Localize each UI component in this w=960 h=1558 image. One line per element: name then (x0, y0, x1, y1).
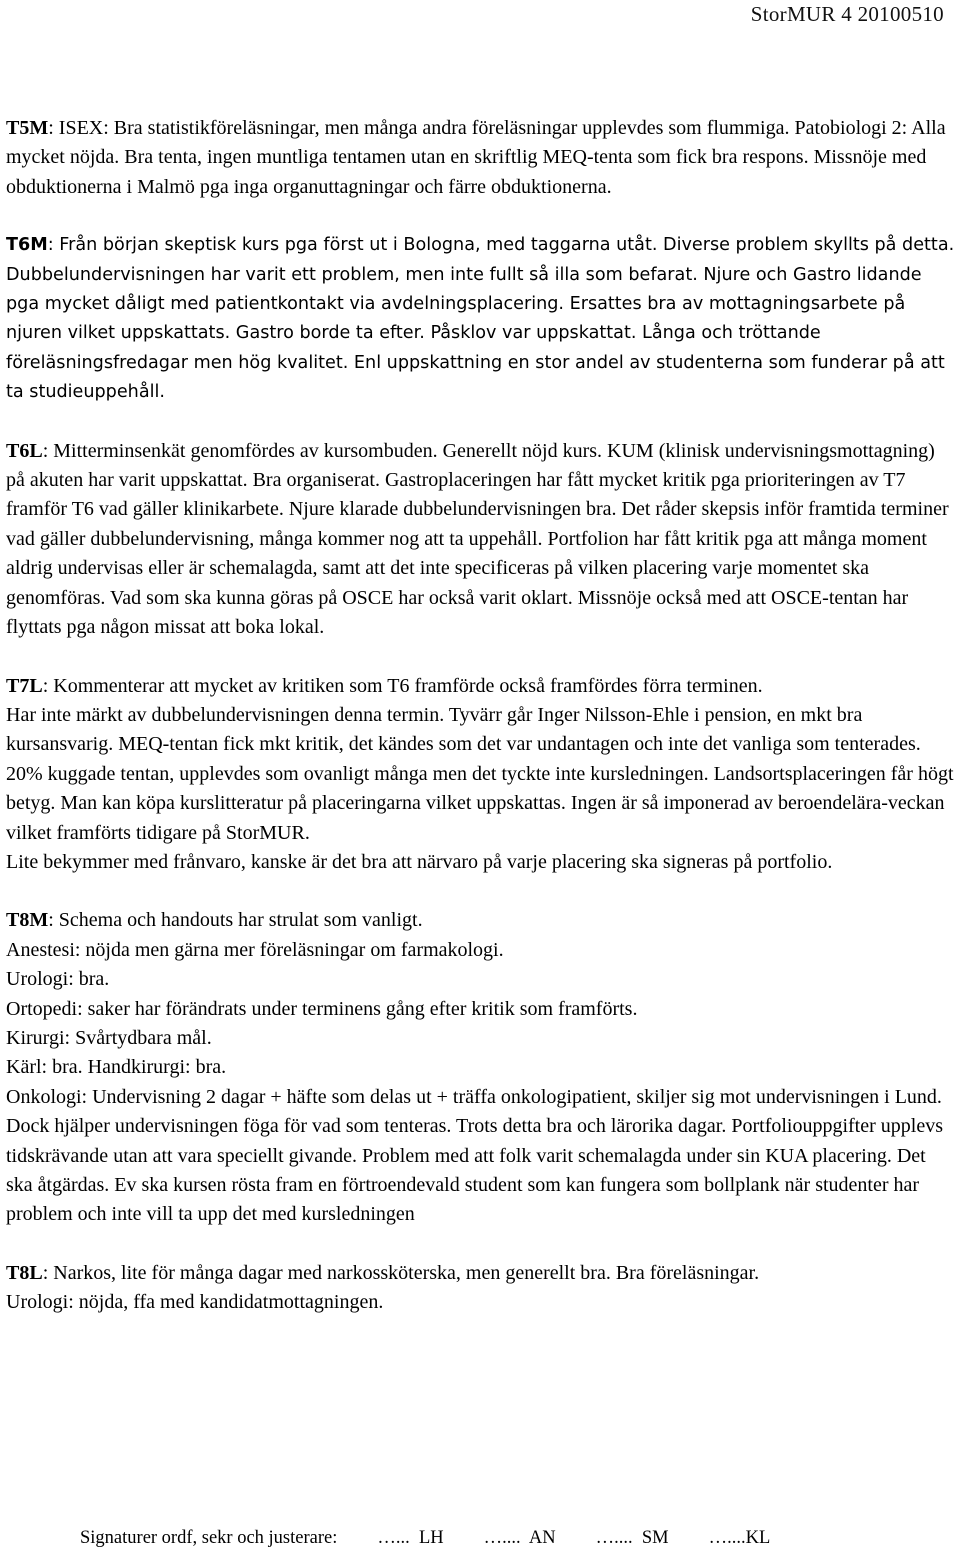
section-paragraph: T7L: Kommenterar att mycket av kritiken som T6 framförde också framfördes förra terminen. (6, 674, 763, 697)
term-code: T7L (6, 674, 43, 697)
section-paragraph: Anestesi: nöjda men gärna mer föreläsningar om farmakologi. (6, 938, 504, 961)
signature-an: ….... AN (483, 1528, 556, 1548)
section-paragraph: Urologi: bra. (6, 968, 110, 991)
signature-kl: …....KL (708, 1528, 771, 1548)
signature-line (80, 1528, 770, 1557)
term-code: T6M (6, 235, 48, 256)
section-paragraph: T8L: Narkos, lite för många dagar med narkossköterska, men generellt bra. Bra föreläsningar. (6, 1261, 760, 1284)
section-paragraph: Kärl: bra. Handkirurgi: bra. (6, 1056, 227, 1079)
term-code: T8M (6, 909, 49, 932)
section-paragraph: Ortopedi: saker har förändrats under terminens gång efter kritik som framförts. (6, 997, 638, 1020)
section-t8m (6, 906, 956, 1229)
term-code: T5M (6, 117, 49, 139)
section-paragraph: Lite bekymmer med frånvaro, kanske är det bra att närvaro på varje placering ska signeras på portfolio. (6, 850, 833, 873)
term-code: T6L (6, 439, 43, 462)
paragraph-text: Narkos, lite för många dagar med narkossköterska, men generellt bra. Bra föreläsningar. (53, 1261, 760, 1284)
section-t7l (6, 672, 956, 878)
page-header: StorMUR 4 20100510 (750, 2, 944, 26)
section-paragraph: T6L: Mitterminsenkät genomfördes av kursombuden. Generellt nöjd kurs. KUM (klinisk undervisningsmottagning) på akuten har varit uppskattat. Bra organiserat. Gastroplaceringen har fått mycket kritik pga prioriteringen av T7 framför T6 vad gäller klinikarbete. Njure klarade dubbelundervisningen bra. Det råder skepsis inför framtida terminer vad gäller dubbelundervisning, många kommer nog att ta uppehåll. Portfolion har fått kritik pga att många moment aldrig undervisas eller är schemalagda, samt att det inte specificeras på vilken placering varje momentet ska genomföras. Vad som ska kunna göras på OSCE har också varit oklart. Missnöje också med att OSCE-tentan har flyttats pga någon missat att boka lokal. (6, 439, 949, 639)
signature-lh: …... LH (377, 1528, 444, 1548)
section-paragraph: Urologi: nöjda, ffa med kandidatmottagningen. (6, 1291, 384, 1314)
section-paragraph: T6M: Från början skeptisk kurs pga först ut i Bologna, med taggarna utåt. Diverse problem skyllts på detta. Dubbelundervisningen har varit ett problem, men inte fullt så illa som befarat. Njure och Gastro lidande pga mycket dåligt med patientkontakt via avdelningsplacering. Ersattes bra av mottagningsarbete på njuren vilket uppskattats. Gastro borde ta efter. Påsklov var uppskattat. Långa och tröttande föreläsningsfredagar men hög kvalitet. Enl uppskattning en stor andel av studenterna som funderar på att ta studieuppehåll. (6, 235, 955, 403)
section-t5m (6, 114, 956, 202)
paragraph-text: Från början skeptisk kurs pga först ut i Bologna, med taggarna utåt. Diverse problem skyllts på detta. Dubbelundervisningen har varit ett problem, men inte fullt så illa som befarat. Njure och Gastro lidande pga mycket dåligt med patientkontakt via avdelningsplacering. Ersattes bra av mottagningsarbete på njuren vilket uppskattats. Gastro borde ta efter. Påsklov var uppskattat. Långa och tröttande föreläsningsfredagar men hög kvalitet. Enl uppskattning en stor andel av studenterna som funderar på att ta studieuppehåll. (6, 235, 955, 403)
section-t8l (6, 1259, 956, 1318)
paragraph-text: ISEX: Bra statistikföreläsningar, men många andra föreläsningar upplevdes som flummiga. Patobiologi 2: Alla mycket nöjda. Bra tenta, ingen muntliga tentamen utan en skriftlig MEQ-tenta som fick bra respons. Missnöje med obduktionerna i Malmö pga inga organuttagningar och färre obduktionerna. (6, 117, 946, 198)
minutes-body (6, 114, 956, 1347)
section-paragraph: T5M: ISEX: Bra statistikföreläsningar, men många andra föreläsningar upplevdes som flummiga. Patobiologi 2: Alla mycket nöjda. Bra tenta, ingen muntliga tentamen utan en skriftlig MEQ-tenta som fick bra respons. Missnöje med obduktionerna i Malmö pga inga organuttagningar och färre obduktionerna. (6, 117, 946, 198)
paragraph-text: Kommenterar att mycket av kritiken som T6 framförde också framfördes förra terminen. (53, 674, 763, 697)
section-paragraph: T8M: Schema och handouts har strulat som vanligt. (6, 909, 423, 932)
section-paragraph: Kirurgi: Svårtydbara mål. (6, 1026, 212, 1049)
section-t6l (6, 437, 956, 643)
signature-label: Signaturer ordf, sekr och justerare: (80, 1528, 338, 1548)
signature-sm: ….... SM (595, 1528, 669, 1548)
section-t6m (6, 231, 956, 407)
section-paragraph: Onkologi: Undervisning 2 dagar + häfte som delas ut + träffa onkologipatient, skiljer sig mot undervisningen i Lund. Dock hjälper undervisningen föga för vad som tenteras. Trots detta bra och lärorika dagar. Portfoliouppgifter upplevs tidskrävande utan att vara speciellt givande. Problem med att folk varit schemalagda under sin KUA placering. Det ska åtgärdas. Ev ska kursen rösta fram en förtroendevald student som kan fungera som bollplank när studenter har problem och inte vill ta upp det med kursledningen (6, 1085, 943, 1226)
section-paragraph: Har inte märkt av dubbelundervisningen denna termin. Tyvärr går Inger Nilsson-Ehle i pension, en mkt bra kursansvarig. MEQ-tentan fick mkt kritik, det kändes som det var undantagen och inte det vanliga som tenterades. 20% kuggade tentan, upplevdes som ovanligt många men det tyckte inte kursledningen. Landsortsplaceringen får högt betyg. Man kan köpa kurslitteratur på placeringarna vilket uppskattas. Ingen är så imponerad av beroendelära-veckan vilket framförts tidigare på StorMUR. (6, 703, 954, 844)
paragraph-text: Schema och handouts har strulat som vanligt. (58, 909, 423, 932)
paragraph-text: Mitterminsenkät genomfördes av kursombuden. Generellt nöjd kurs. KUM (klinisk undervisningsmottagning) på akuten har varit uppskattat. Bra organiserat. Gastroplaceringen har fått mycket kritik pga prioriteringen av T7 framför T6 vad gäller klinikarbete. Njure klarade dubbelundervisningen bra. Det råder skepsis inför framtida terminer vad gäller dubbelundervisning, många kommer nog att ta uppehåll. Portfolion har fått kritik pga att många moment aldrig undervisas eller är schemalagda, samt att det inte specificeras på vilken placering varje momentet ska genomföras. Vad som ska kunna göras på OSCE har också varit oklart. Missnöje också med att OSCE-tentan har flyttats pga någon missat att boka lokal. (6, 439, 949, 639)
term-code: T8L (6, 1261, 43, 1284)
